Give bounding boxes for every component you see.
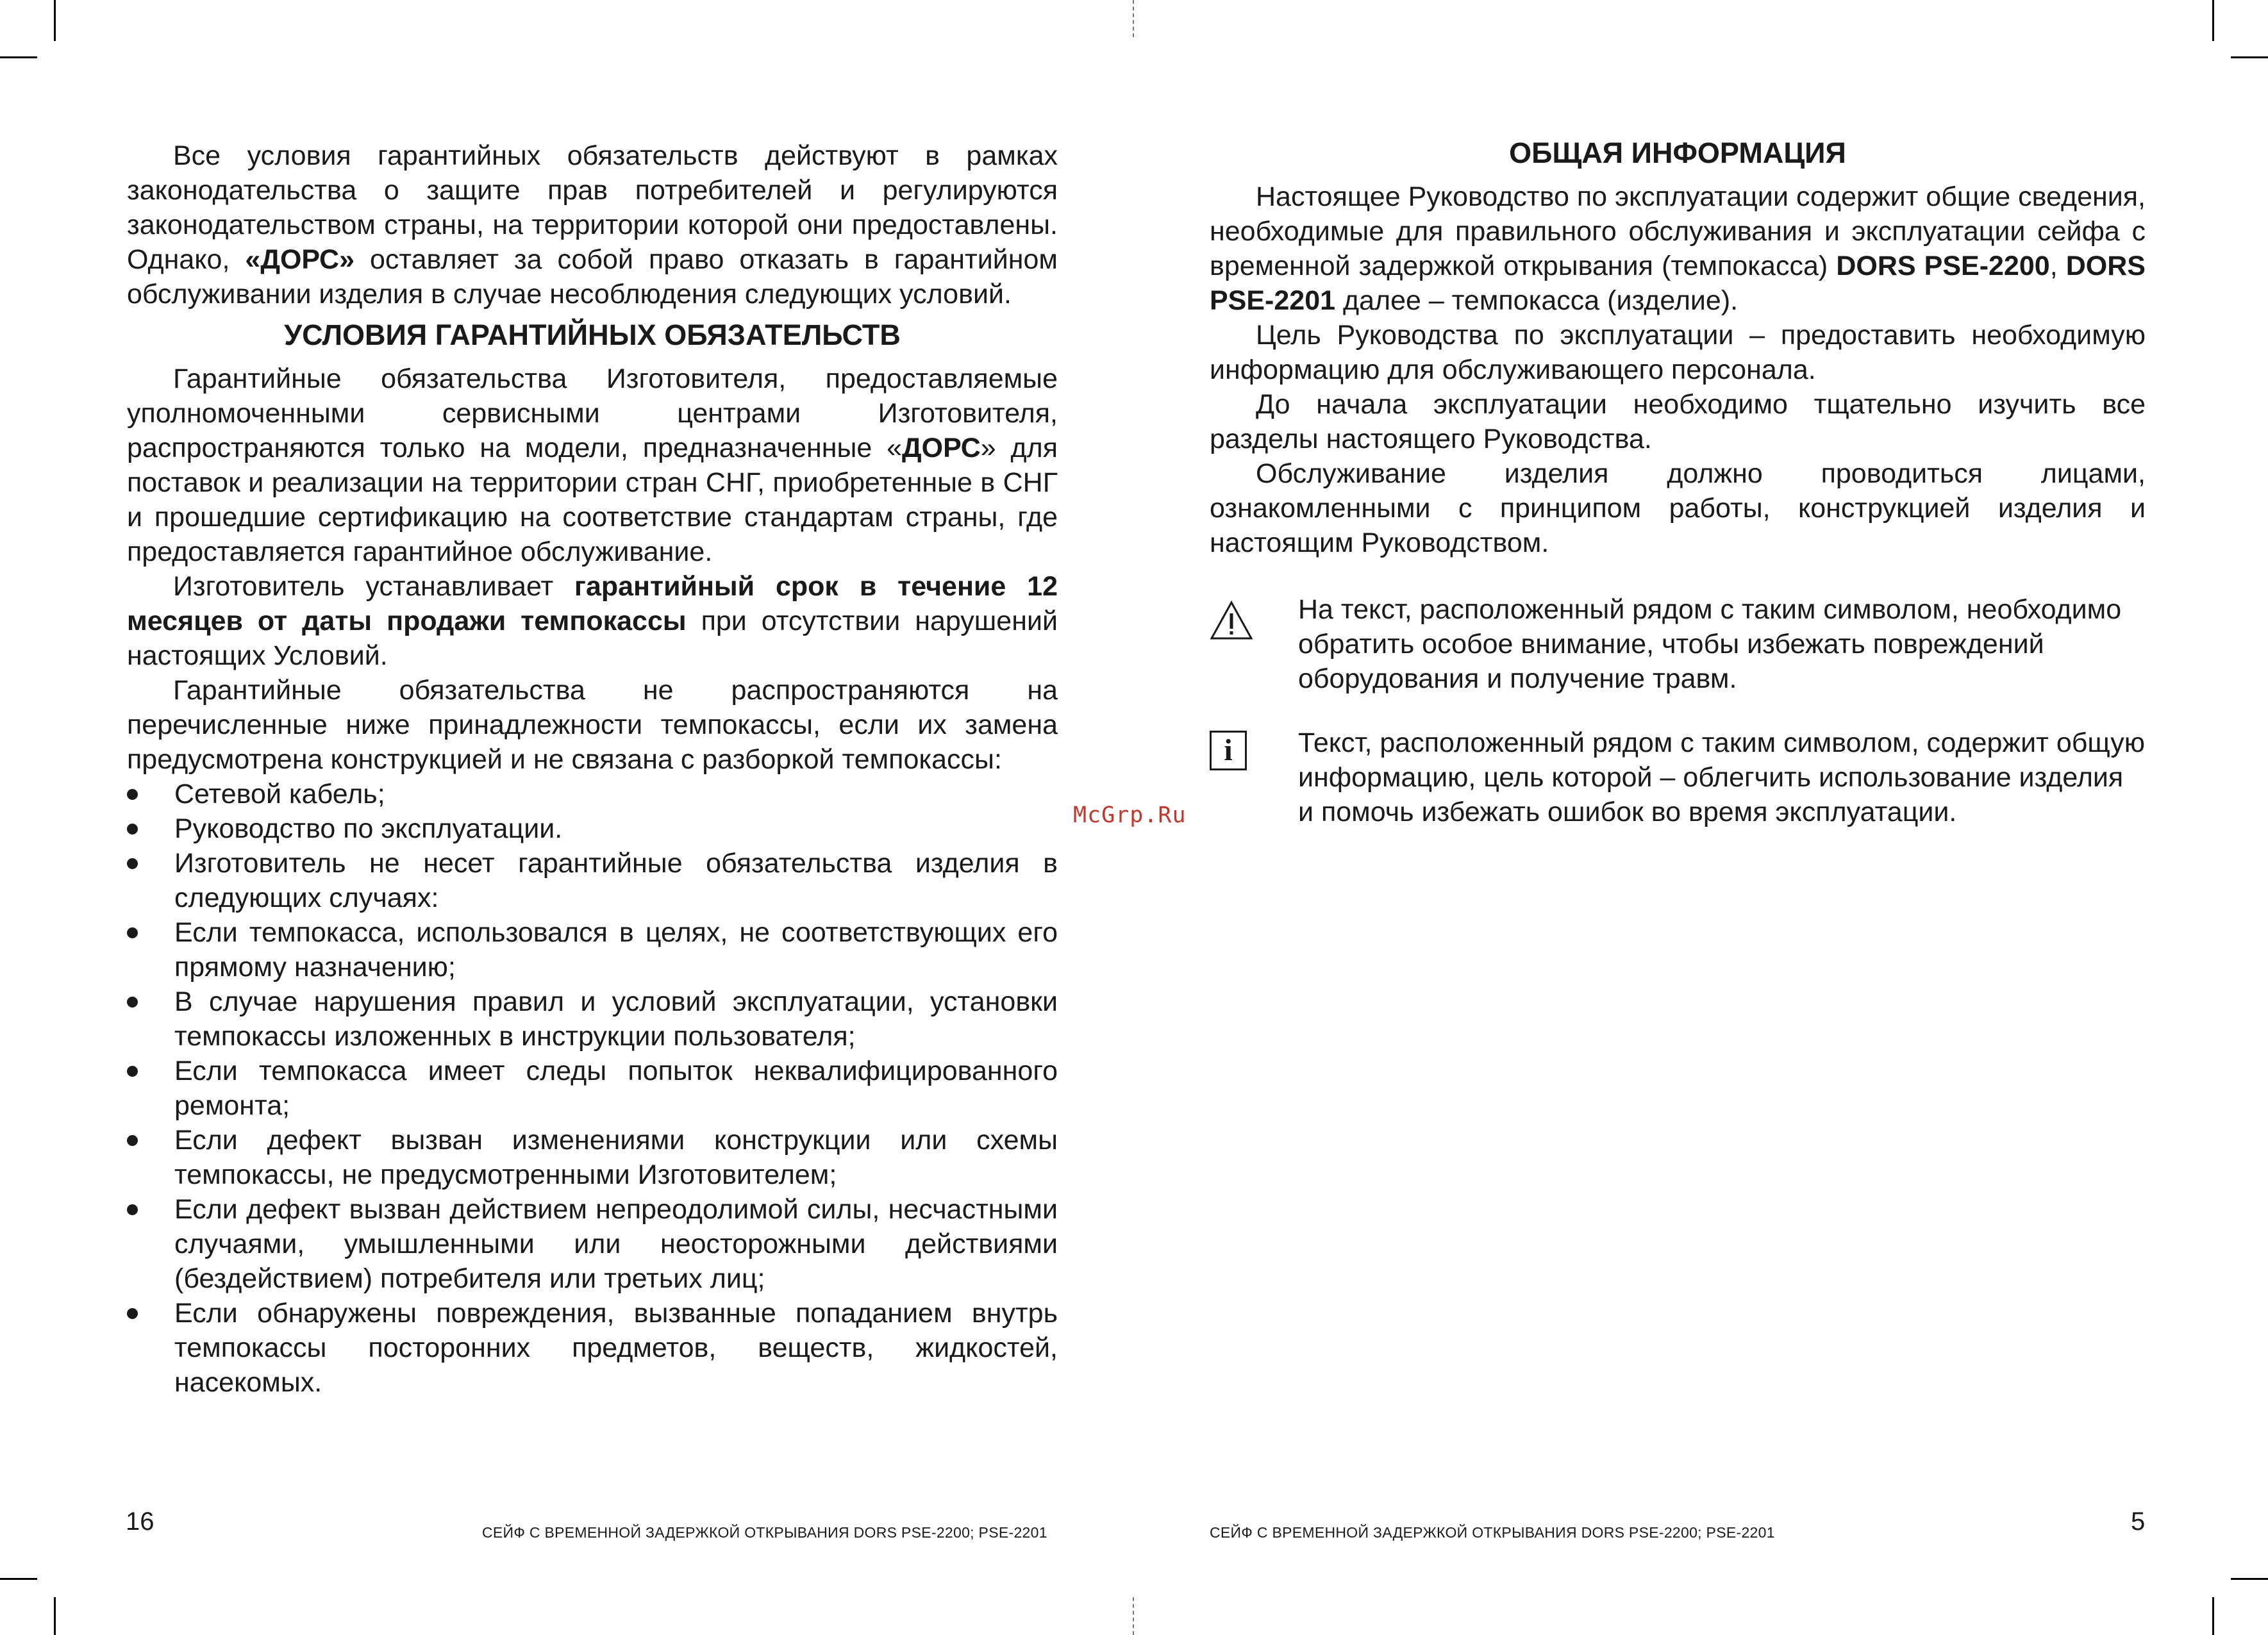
bullet-icon [127,1066,138,1077]
intro-paragraph: Все условия гарантийных обязательств действуют в рамках законодательства о защите прав потребителей и регулируются законодательством страны, на территории которой они предоставлены. Однако, «ДОРС» оставляет за собой право отказать в гарантийном обслуживании изделия в случае несоблюдения следующих условий. [127,140,1058,310]
warranty-heading: УСЛОВИЯ ГАРАНТИЙНЫХ ОБЯЗАТЕЛЬСТВ [284,319,901,351]
list-item: В случае нарушения правил и условий эксплуатации, установки темпокассы изложенных в инструкции пользователя; [127,984,1058,1054]
page-footer: СЕЙФ С ВРЕМЕННОЙ ЗАДЕРЖКОЙ ОТКРЫВАНИЯ DORS PSE-2200; PSE-2201 [482,1524,1047,1541]
list-item: Сетевой кабель; [127,777,1058,811]
page-number: 5 [2131,1507,2146,1536]
right-text-column [1210,135,2146,829]
warning-note-text: На текст, расположенный рядом с таким символом, необходимо обратить особое внимание, чтобы избежать повреждений оборудования и получение травм. [1298,594,2122,694]
list-item: Если темпокасса, использовался в целях, не соответствующих его прямому назначению; [127,915,1058,984]
list-item: Если обнаружены повреждения, вызванные попаданием внутрь темпокассы посторонних предметов, веществ, жидкостей, насекомых. [127,1296,1058,1400]
bullet-icon [127,789,138,800]
warranty-paragraph-1: Гарантийные обязательства Изготовителя, предоставляемые уполномоченными сервисными центрами Изготовителя, распространяются только на модели, предназначенные «ДОРС» для поставок и реализации на территории стран СНГ, приобретенные в СНГ и прошедшие сертификацию на соответствие стандартам страны, где предоставляется гарантийное обслуживание. [127,363,1058,567]
bullet-icon [127,1135,138,1146]
bullet-icon [127,858,138,869]
info-note [1210,726,2146,829]
bullet-icon [127,824,138,834]
info-note-text: Текст, расположенный рядом с таким символом, содержит общую информацию, цель которой – облегчить использование изделия и помочь избежать ошибок во время эксплуатации. [1298,727,2145,827]
list-item: Изготовитель не несет гарантийные обязательства изделия в следующих случаях: [127,846,1058,915]
conditions-list [127,777,1058,1400]
bullet-icon [127,1204,138,1215]
bullet-icon [127,1308,138,1319]
general-info-heading: ОБЩАЯ ИНФОРМАЦИЯ [1509,137,1846,169]
general-paragraph-3: До начала эксплуатации необходимо тщательно изучить все разделы настоящего Руководства. [1210,389,2146,454]
list-item: Если дефект вызван действием непреодолимой силы, несчастными случаями, умышленными или неосторожными действиями (бездействием) потребителя или третьих лиц; [127,1192,1058,1296]
bullet-icon [127,997,138,1008]
info-icon: i [1210,731,1247,770]
warning-note [1210,592,2146,696]
warning-triangle-icon [1210,600,1253,649]
list-item: Руководство по эксплуатации. [127,811,1058,846]
bullet-icon [127,927,138,938]
general-paragraph-1: Настоящее Руководство по эксплуатации содержит общие сведения, необходимые для правильного обслуживания и эксплуатации сейфа с временной задержкой открывания (темпокасса) DORS PSE-2200, DORS PSE-2201 далее – темпокасса (изделие). [1210,181,2146,316]
page-footer: СЕЙФ С ВРЕМЕННОЙ ЗАДЕРЖКОЙ ОТКРЫВАНИЯ DORS PSE-2200; PSE-2201 [1210,1524,1775,1541]
right-page [1134,0,2268,1635]
watermark: McGrp.Ru [1073,802,1187,828]
general-paragraph-2: Цель Руководства по эксплуатации – предоставить необходимую информацию для обслуживающего персонала. [1210,320,2146,385]
general-paragraph-4: Обслуживание изделия должно проводиться лицами, ознакомленными с принципом работы, конструкцией изделия и настоящим Руководством. [1210,458,2146,558]
warranty-paragraph-3: Гарантийные обязательства не распространяются на перечисленные ниже принадлежности темпокассы, если их замена предусмотрена конструкцией и не связана с разборкой темпокассы: [127,675,1058,775]
warranty-paragraph-2: Изготовитель устанавливает гарантийный срок в течение 12 месяцев от даты продажи темпокассы при отсутствии нарушений настоящих Условий. [127,571,1058,671]
page-number: 16 [126,1507,154,1536]
left-text-column [127,138,1058,1400]
list-item: Если дефект вызван изменениями конструкции или схемы темпокассы, не предусмотренными Изготовителем; [127,1123,1058,1192]
list-item: Если темпокасса имеет следы попыток неквалифицированного ремонта; [127,1054,1058,1123]
